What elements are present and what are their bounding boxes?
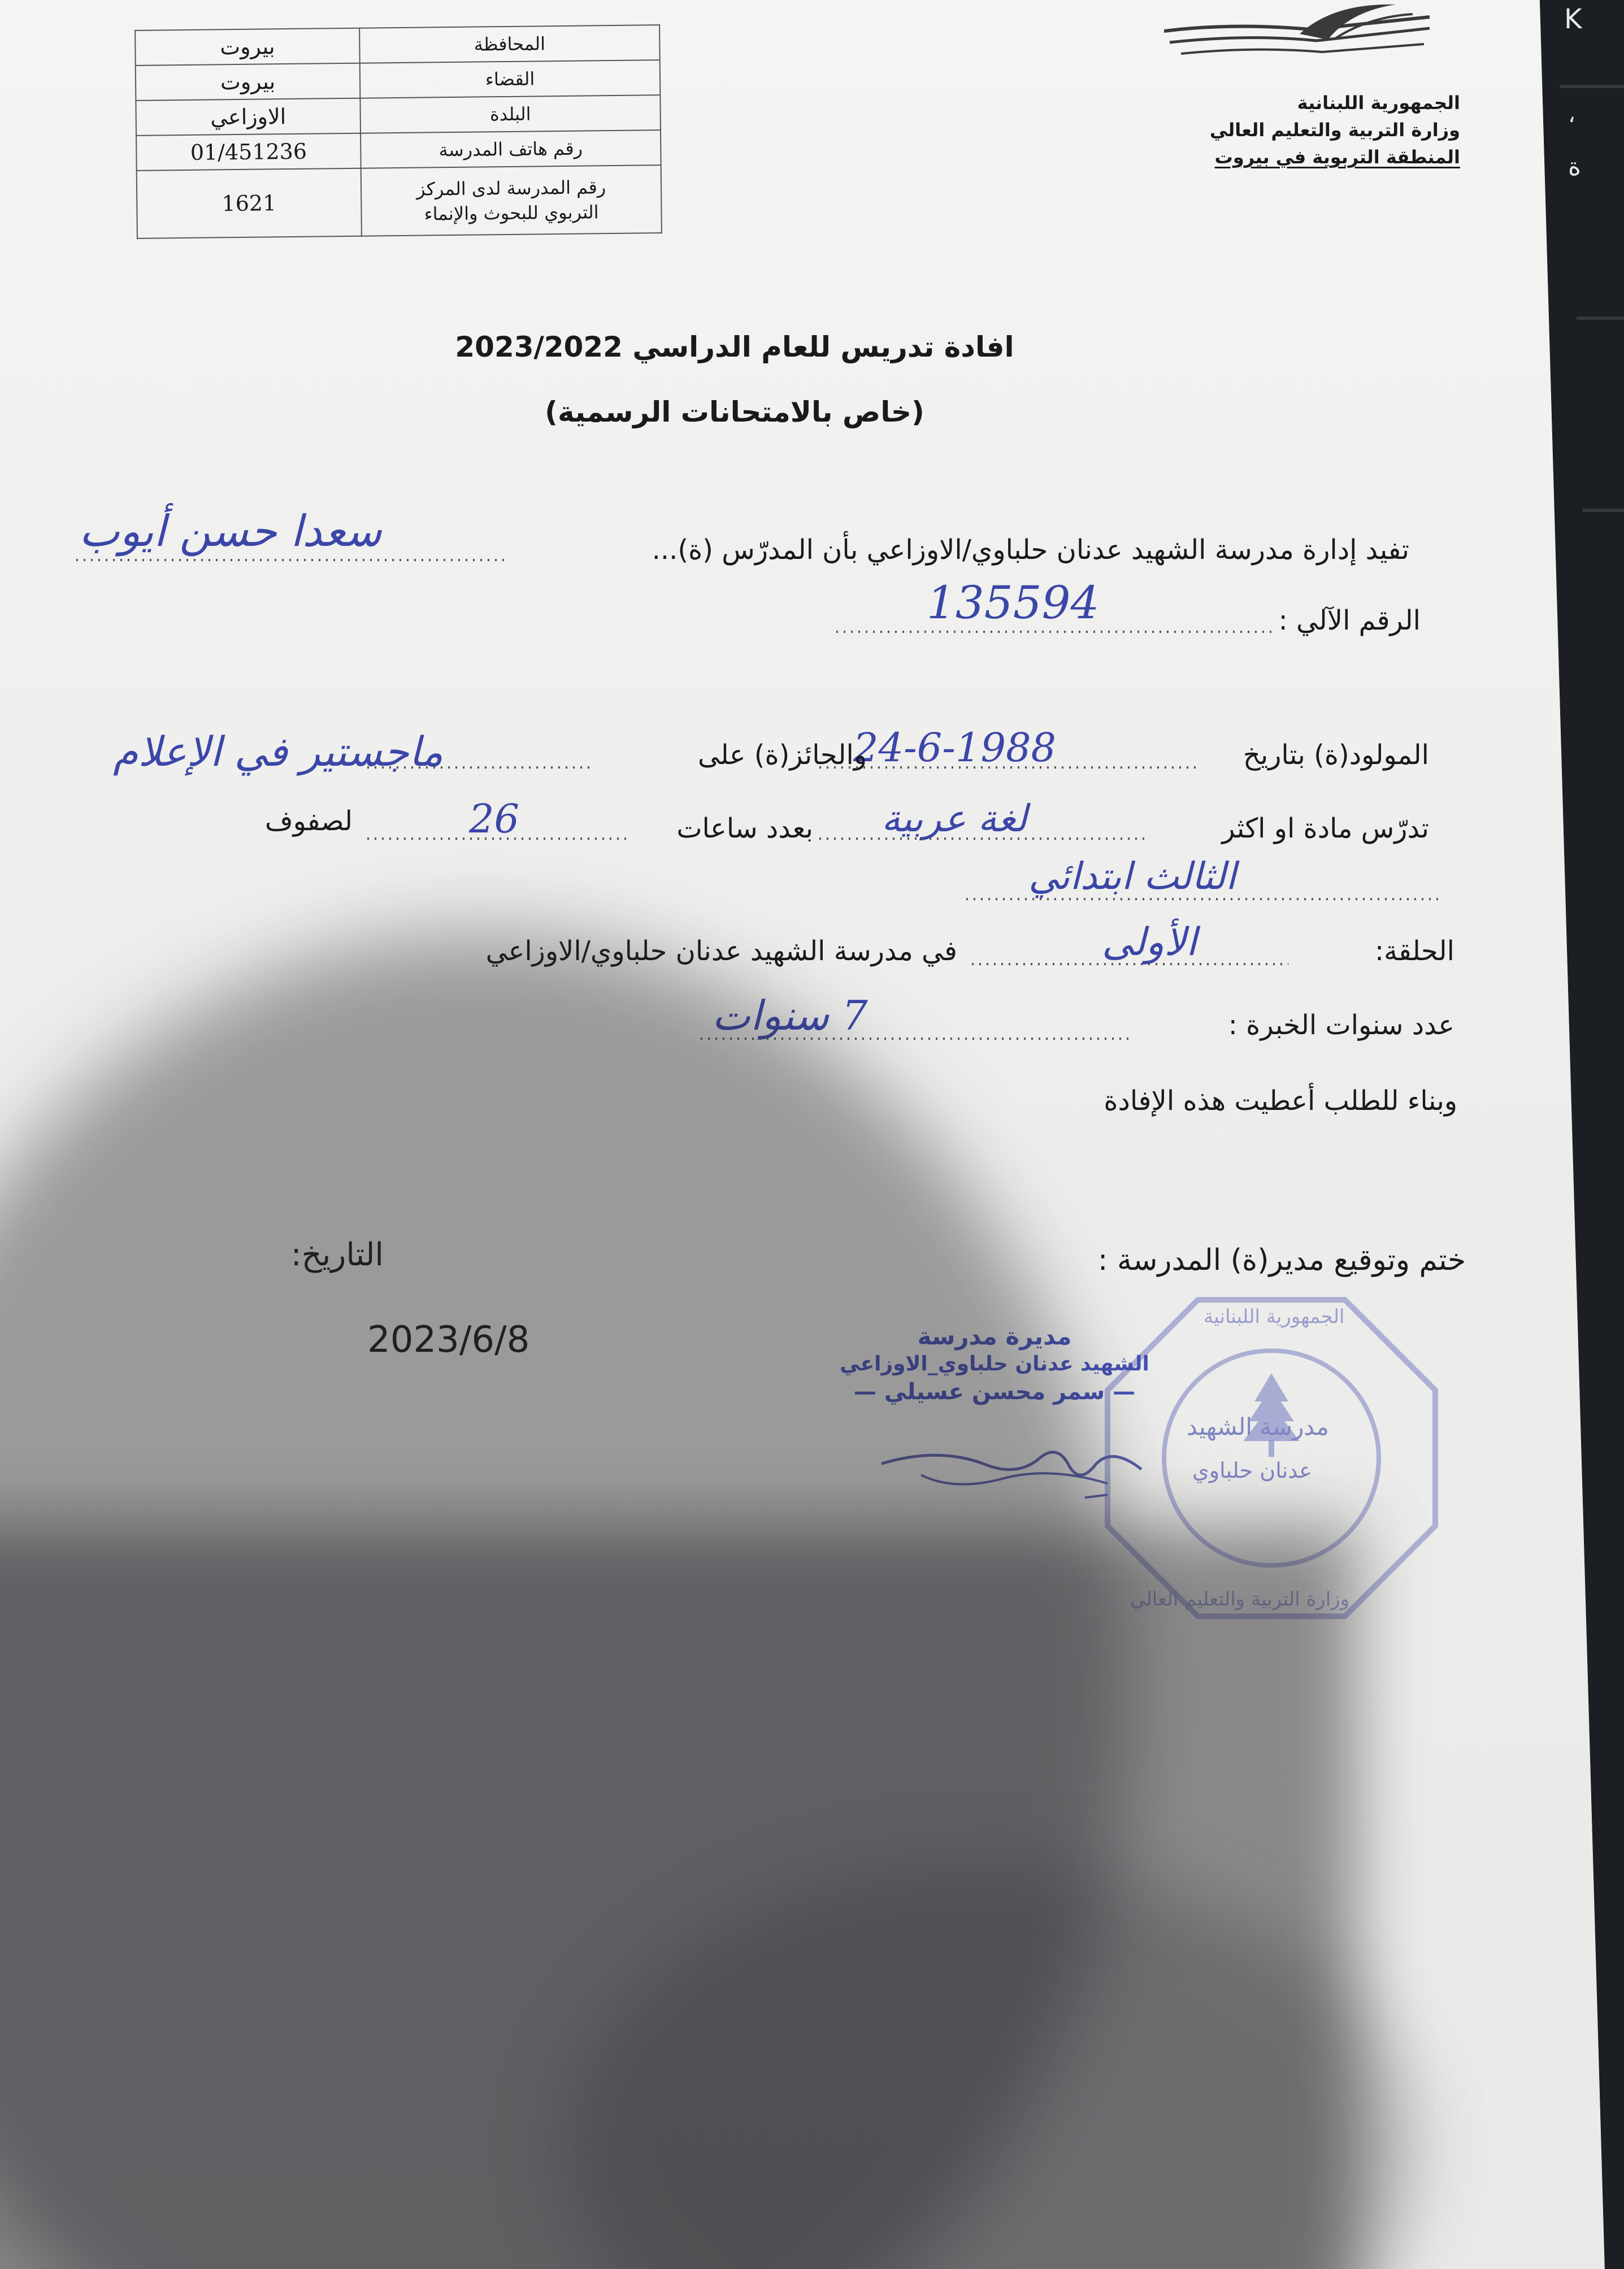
table-cell-value: بيروت [136, 63, 361, 101]
dotted-fill-line [367, 835, 627, 842]
handwritten-teacher-name: سعدا حسن أيوب [79, 506, 382, 556]
dotted-fill-line [76, 557, 506, 563]
table-row [137, 165, 662, 238]
table-cell-label: رقم هاتف المدرسة [361, 130, 661, 168]
table-cell-value: 1621 [137, 168, 362, 238]
dotted-fill-line [819, 764, 1198, 771]
ministry-name: وزارة التربية والتعليم العالي [1209, 119, 1460, 141]
body-line-3b: والحائز(ة) على [698, 739, 867, 771]
stamp-outer-top: الجمهورية اللبنانية [1204, 1305, 1345, 1328]
table-cell-label: القضاء [360, 60, 661, 98]
table-cell-value: الاوزاعي [136, 98, 361, 136]
body-line-4a: تدرّس مادة او اكثر [1222, 813, 1429, 844]
document-subtitle: (خاص بالامتحانات الرسمية) [545, 396, 924, 428]
body-line-2 [1279, 605, 1421, 636]
body-line-7: عدد سنوات الخبرة : [1228, 1009, 1454, 1041]
document-title: افادة تدريس للعام الدراسي 2023/2022 [455, 331, 1014, 363]
body-line-6a: الحلقة: [1374, 935, 1454, 967]
republic-name: الجمهورية اللبنانية [1297, 92, 1460, 114]
handwritten-classes: الثالث ابتدائي [1028, 854, 1236, 898]
table-cell-label-line: التربوي للبحوث والإنماء [424, 201, 599, 225]
keyboard-key-comma: ، [1568, 102, 1575, 128]
region-name: المنطقة التربوية في بيروت [1214, 146, 1460, 168]
director-stamp-line2: الشهيد عدنان حلباوي_الاوزاعي [840, 1352, 1149, 1376]
keyboard-edge [1560, 85, 1624, 88]
handwritten-cycle: الأولى [1102, 920, 1197, 965]
stamp-label: ختم وتوقيع مدير(ة) المدرسة : [1097, 1243, 1466, 1277]
body-line-3a: المولود(ة) بتاريخ [1243, 739, 1429, 771]
handwritten-hours: 26 [469, 796, 520, 842]
handwritten-degree: ماجستير في الإعلام [113, 728, 444, 775]
keyboard-edge [1582, 509, 1624, 512]
director-stamp-line1: مديرة مدرسة [917, 1322, 1072, 1350]
table-row [136, 130, 661, 171]
body-line-4b: بعدد ساعات [676, 813, 813, 844]
keyboard-key-ta: ة [1568, 153, 1582, 181]
table-cell-value: 01/451236 [136, 133, 361, 171]
body-line-6b: في مدرسة الشهيد عدنان حلباوي/الاوزاعي [485, 935, 957, 967]
table-row [136, 95, 661, 136]
table-row [135, 25, 660, 66]
handwritten-employee-number: 135594 [927, 576, 1100, 629]
body-text: تفيد إدارة مدرسة الشهيد عدنان حلباوي/الاوزاعي بأن المدرّس (ة) [678, 534, 1409, 566]
table-row [136, 60, 661, 101]
dotted-fill-line [972, 961, 1288, 968]
table-cell-label: المحافظة [359, 25, 660, 63]
table-cell-label [361, 165, 662, 236]
handwritten-subject: لغة عربية [882, 797, 1027, 840]
table-cell-label: البلدة [360, 95, 661, 133]
stamp-inner-top: مدرسة الشهيد [1187, 1413, 1329, 1441]
keyboard-edge [1577, 316, 1624, 320]
handwritten-birth-date: 24-6-1988 [853, 724, 1057, 771]
stamp-inner-bottom: عدنان حلباوي [1192, 1458, 1312, 1483]
keyboard-key-k: K [1564, 3, 1582, 35]
dotted-fill-line [819, 835, 1147, 842]
table-cell-label-line: رقم المدرسة لدى المركز [416, 176, 606, 200]
header-block [1098, 89, 1460, 171]
table-cell-value: بيروت [135, 28, 360, 66]
date-label: التاريخ: [290, 1237, 384, 1273]
ministry-logo [1164, 0, 1435, 73]
body-line-1: تفيد إدارة مدرسة الشهيد عدنان حلباوي/الاوزاعي بأن المدرّس (ة)... [652, 534, 1409, 566]
body-line-4c: لصفوف [264, 805, 353, 837]
handwritten-experience: 7 سنوات [712, 992, 868, 1039]
dotted-fill-line [836, 628, 1277, 635]
director-stamp-line3: — سمر محسن عسيلي — [853, 1379, 1136, 1405]
body-text: الرقم الآلي : [1278, 605, 1421, 636]
school-info-table [134, 24, 662, 239]
dotted-fill-line [367, 764, 593, 771]
date-value: 2023/6/8 [367, 1319, 530, 1361]
dotted-fill-line [966, 896, 1441, 903]
body-line-8: وبناء للطلب أعطيت هذه الإفادة [1104, 1085, 1457, 1117]
